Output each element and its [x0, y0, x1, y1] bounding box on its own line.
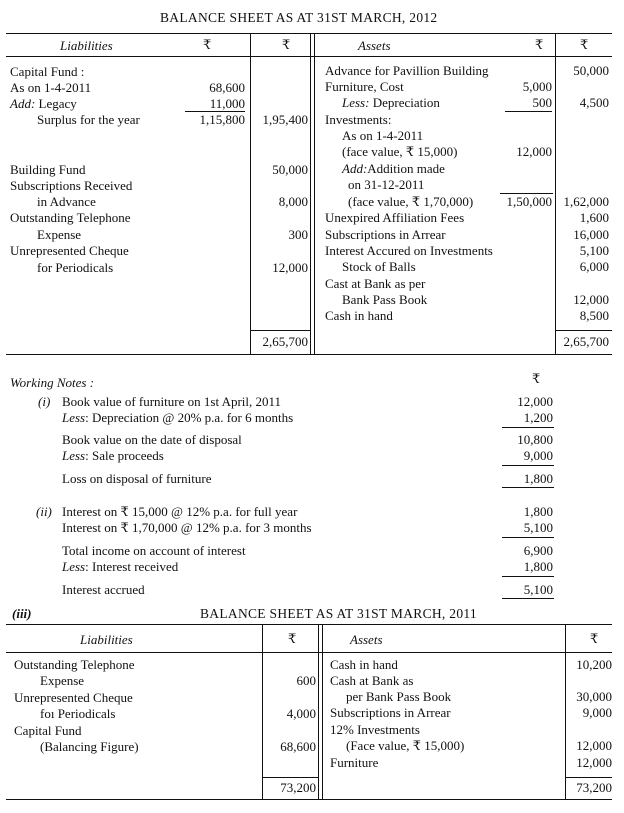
underline — [502, 537, 554, 538]
asset-total-amount: 50,000 — [573, 63, 609, 78]
asset-total-amount: 1,62,000 — [563, 194, 609, 209]
asset-label: Cash at Bank as — [330, 673, 414, 688]
note-amount: 9,000 — [523, 448, 553, 463]
liab-total-amount: 1,95,400 — [262, 112, 308, 127]
asset-label: Subscriptions in Arrear — [330, 705, 451, 720]
asset-label: Cash in hand — [325, 308, 393, 323]
liab-amount: 4,000 — [286, 706, 316, 721]
liab-label: Legacy — [38, 96, 77, 111]
liab-label: Capital Fund — [14, 723, 82, 738]
sheet2-liab-total-rule-top — [262, 777, 318, 778]
asset-label: Cast at Bank as per — [325, 276, 426, 291]
asset-amount: 12,000 — [516, 144, 552, 159]
sheet2-vline-4 — [565, 624, 566, 799]
asset-label: 12% Investments — [330, 722, 420, 737]
liab-label: As on 1-4-2011 — [10, 80, 92, 95]
liab-amount: 11,000 — [209, 96, 245, 111]
asset-total-amount: 16,000 — [573, 227, 609, 242]
asset-label: Addition made — [367, 161, 445, 176]
note-text: : Sale proceeds — [85, 448, 164, 463]
note-text: Book value of furniture on 1st April, 2011 — [62, 394, 282, 409]
note-amount: 12,000 — [517, 394, 553, 409]
liab-label: Expense — [37, 227, 82, 242]
sheet1-asset-total-rule-top — [555, 330, 612, 331]
rupee-icon: ₹ — [203, 37, 212, 52]
liab-label: Outstanding Telephone — [14, 657, 135, 672]
rupee-icon: ₹ — [282, 37, 291, 52]
sheet1-liab-total-rule-top — [250, 330, 310, 331]
asset-label: Bank Pass Book — [342, 292, 428, 307]
note-amount: 5,100 — [523, 582, 553, 597]
note-text: Loss on disposal of furniture — [62, 471, 212, 486]
asset-amount: 1,50,000 — [506, 194, 552, 209]
rupee-icon: ₹ — [288, 631, 297, 646]
asset-label: Stock of Balls — [342, 259, 416, 274]
asset-total-amount: 12,000 — [573, 292, 609, 307]
liab-amount: 1,15,800 — [199, 112, 245, 127]
note-text: Total income on account of interest — [62, 543, 246, 558]
note-text: Interest on ₹ 15,000 @ 12% p.a. for full year — [62, 504, 298, 519]
sheet1-vline-1 — [250, 33, 251, 354]
liab-amount: 600 — [296, 673, 316, 688]
note-text: Book value on the date of disposal — [62, 432, 242, 447]
asset-label: (Face value, ₹ 15,000) — [346, 738, 465, 753]
sheet2-liabilities-header: Liabilities — [80, 632, 133, 647]
asset-grand-total: 2,65,700 — [563, 334, 609, 349]
less-label: Less — [62, 410, 86, 425]
note-label: (iii) — [12, 606, 32, 621]
underline — [502, 576, 554, 577]
sheet2-vline-3 — [322, 624, 323, 799]
liab-total-amount: 8,000 — [278, 194, 308, 209]
sheet2-vline-1 — [262, 624, 263, 799]
sheet1-liabilities-header: Liabilities — [60, 38, 113, 53]
asset-total-amount: 8,500 — [579, 308, 609, 323]
liab-total-amount: 50,000 — [272, 162, 308, 177]
sheet2-vline-2 — [318, 624, 319, 799]
sheet1-vline-4 — [555, 33, 556, 354]
note-amount: 6,900 — [523, 543, 553, 558]
note-amount: 1,800 — [523, 504, 553, 519]
note-text: : Interest received — [85, 559, 179, 574]
asset-amount: 9,000 — [582, 705, 612, 720]
less-label: Less: — [342, 95, 370, 110]
underline — [185, 111, 245, 112]
working-notes-heading: Working Notes : — [10, 375, 95, 390]
liab-label: for Periodicals — [37, 260, 114, 275]
asset-amount: 12,000 — [576, 755, 612, 770]
asset-label: (face value, ₹ 15,000) — [342, 144, 458, 159]
liab-amount: 68,600 — [209, 80, 245, 95]
sheet1-title: BALANCE SHEET AS AT 31ST MARCH, 2012 — [160, 10, 438, 25]
liab-label: Subscriptions Received — [10, 178, 133, 193]
liab-grand-total: 2,65,700 — [262, 334, 308, 349]
asset-label: Furniture, Cost — [325, 79, 404, 94]
underline — [502, 487, 554, 488]
asset-total-amount: 1,600 — [579, 210, 609, 225]
underline — [502, 598, 554, 599]
asset-label: Advance for Pavillion Building — [325, 63, 489, 78]
liab-label: Unrepresented Cheque — [14, 690, 133, 705]
asset-total-amount: 6,000 — [579, 259, 609, 274]
less-label: Less — [62, 559, 86, 574]
note-label: (i) — [38, 394, 51, 409]
rupee-icon: ₹ — [532, 371, 541, 386]
asset-grand-total: 73,200 — [576, 780, 612, 795]
asset-label: Furniture — [330, 755, 379, 770]
less-label: Less — [62, 448, 86, 463]
sheet1-bottom-rule — [6, 354, 612, 355]
note-amount: 1,800 — [523, 471, 553, 486]
sheet1-assets-header: Assets — [358, 38, 391, 53]
liab-label: Unrepresented Cheque — [10, 243, 129, 258]
rupee-icon: ₹ — [535, 37, 544, 52]
asset-amount: 5,000 — [522, 79, 552, 94]
liab-total-amount: 300 — [288, 227, 308, 242]
sheet1-vline-3 — [314, 33, 315, 354]
asset-label: Unexpired Affiliation Fees — [325, 210, 465, 225]
liab-label: (Balancing Figure) — [40, 739, 139, 754]
add-label: Add: — [342, 161, 368, 176]
note-label: (ii) — [36, 504, 52, 519]
sheet1-header-rule — [6, 56, 612, 57]
sheet2-header-rule — [6, 652, 612, 653]
asset-label: Investments: — [325, 112, 392, 127]
liab-label: Expense — [40, 673, 85, 688]
rupee-icon: ₹ — [580, 37, 589, 52]
sheet2-title: BALANCE SHEET AS AT 31ST MARCH, 2011 — [200, 606, 477, 621]
underline — [502, 427, 554, 428]
asset-label: on 31-12-2011 — [348, 177, 425, 192]
note-text: Interest accrued — [62, 582, 145, 597]
sheet2-bottom-rule — [6, 799, 612, 800]
liab-total-amount: 12,000 — [272, 260, 308, 275]
asset-total-amount: 5,100 — [579, 243, 609, 258]
add-label: Add: — [10, 96, 36, 111]
liab-label: Outstanding Telephone — [10, 210, 131, 225]
liab-label: Surplus for the year — [37, 112, 140, 127]
sheet2-top-rule — [6, 624, 612, 625]
liab-label: Capital Fund : — [10, 64, 85, 79]
sheet1-top-rule — [6, 33, 612, 34]
liab-label: foı Periodicals — [40, 706, 116, 721]
asset-amount: 10,200 — [576, 657, 612, 672]
sheet2-asset-total-rule-top — [565, 777, 612, 778]
asset-label: per Bank Pass Book — [346, 689, 452, 704]
liab-label: in Advance — [37, 194, 96, 209]
asset-total-amount: 4,500 — [579, 95, 609, 110]
asset-label: (face value, ₹ 1,70,000) — [348, 194, 474, 209]
sheet1-vline-2 — [310, 33, 311, 354]
note-text: Interest on ₹ 1,70,000 @ 12% p.a. for 3 months — [62, 520, 312, 535]
underline — [505, 111, 552, 112]
asset-label: Interest Accured on Investments — [325, 243, 493, 258]
liab-label: Building Fund — [10, 162, 86, 177]
asset-amount: 30,000 — [576, 689, 612, 704]
liab-amount: 68,600 — [280, 739, 316, 754]
asset-label: Cash in hand — [330, 657, 398, 672]
note-amount: 1,200 — [523, 410, 553, 425]
note-text: : Depreciation @ 20% p.a. for 6 months — [85, 410, 294, 425]
asset-label: Depreciation — [372, 95, 440, 110]
sheet2-assets-header: Assets — [350, 632, 383, 647]
asset-label: Subscriptions in Arrear — [325, 227, 446, 242]
liab-grand-total: 73,200 — [280, 780, 316, 795]
note-amount: 10,800 — [517, 432, 553, 447]
asset-label: As on 1-4-2011 — [342, 128, 424, 143]
note-amount: 1,800 — [523, 559, 553, 574]
rupee-icon: ₹ — [590, 631, 599, 646]
asset-amount: 500 — [532, 95, 552, 110]
asset-amount: 12,000 — [576, 738, 612, 753]
note-amount: 5,100 — [523, 520, 553, 535]
underline — [502, 465, 554, 466]
